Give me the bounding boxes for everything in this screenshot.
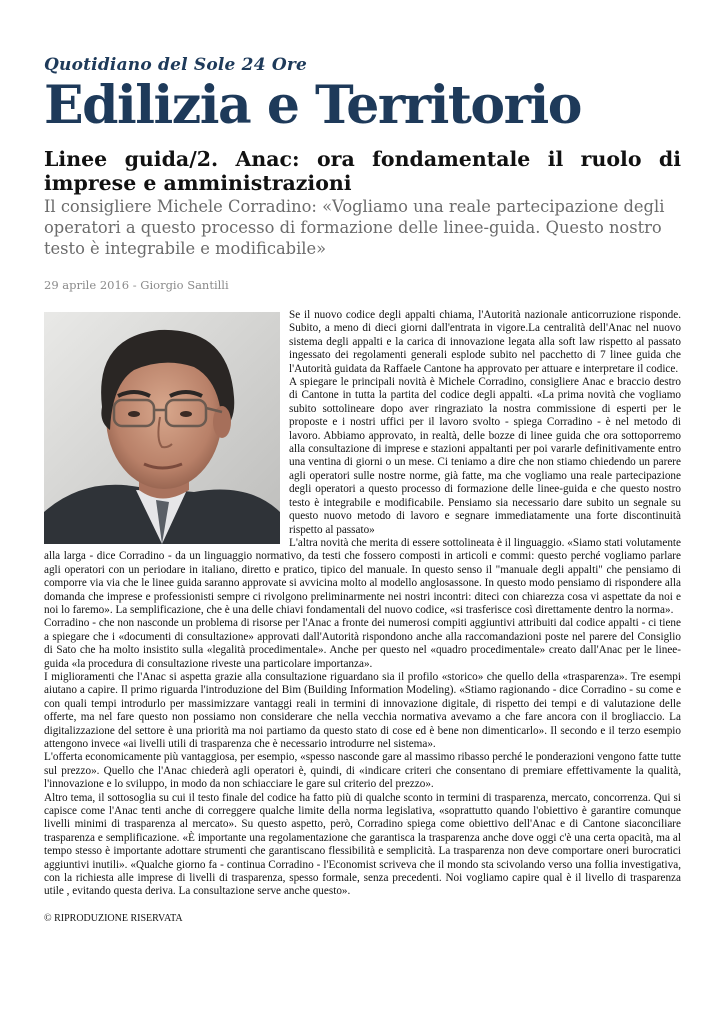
masthead-subtitle: Quotidiano del Sole 24 Ore [44, 55, 308, 75]
article-paragraph: Altro tema, il sottosoglia su cui il testo finale del codice ha fatto più di qualche sconto in termini di trasparenza, mercato, concorrenza. Qui si capisce come l'Anac tenti anche di correggere qualche limite della norma legislativa, «soprattutto quando l'obiettivo è garantire comunque livelli minimi di trasparenza al mercato». Su questo aspetto, però, Corradino spiega come obiettivo dell'Anac e di Cantone siaconciliare trasparenza e semplificazione. «È importante una regolamentazione che garantisca la trasparenza anche dove oggi c'è una certa opacità, ma al tempo stesso è importante adottare strumenti che garantiscano flessibilità e semplicità. La trasparenza non deve comportare oneri burocratici aggiuntivi inutili». «Qualche giorno fa - continua Corradino - l'Economist scriveva che il mondo sta scivolando verso una follia investigativa, con la richiesta alle imprese di livelli di trasparenza, spesso formale, senza precedenti. Noi vogliamo capire qual è il livello di trasparenza utile , evitando questa deriva. La consultazione serve anche questo». [44, 791, 681, 898]
article-paragraph: L'offerta economicamente più vantaggiosa, per esempio, «spesso nasconde gare al massimo ribasso perché le ponderazioni vengono fatte tutte sul prezzo». Quello che l'Anac chiederà agli operatori è, quindi, di «indicare criteri che consentano di premiare effettivamente la qualità, l'innovazione e lo sviluppo, in modo da non schiacciare le gare sul criterio del prezzo». [44, 751, 681, 791]
article-subhead: Il consigliere Michele Corradino: «Vogliamo una reale partecipazione degli operatori a questo processo di formazione delle linee-guida. Questo nostro testo è integrabile e modificabile» [44, 197, 665, 258]
article-paragraph: Se il nuovo codice degli appalti chiama, l'Autorità nazionale anticorruzione risponde. Subito, a meno di dieci giorni dall'entrata in vigore.La centralità dell'Anac nel nuovo sistema degli appalti e la carica di innovazione legata alla soft law rispetto al passato ingessato dei regolamenti generali esplode subito nel pacchetto di 7 linee guida che l'Autorità guidata da Raffaele Cantone ha approvato per attuare e interpretare il codice. [289, 309, 681, 375]
masthead-title: Edilizia e Territorio [44, 75, 581, 136]
portrait-photo [44, 312, 280, 544]
article-paragraph: L'altra novità che merita di essere sottolineata è il linguaggio. «Siamo stati volutamente alla larga - dice Corradino - da un linguaggio normativo, da testi che fossero composti in articoli e commi: questo perché vogliamo parlare agli operatori con un periodare in italiano, diretto e pratico, tipico del manuale. In questo senso il "manuale degli appalti" che pensiamo di comporre via via che le linee guida saranno approvate si avvicina molto al modello anglosassone. In questo modo pensiamo di rispondere alla domanda che imprese e professionisti sempre ci rivolgono preliminarmente nei nostri incontri: diteci con chiarezza cosa vi aspettate da noi e noi lo faremo». La semplificazione, che è una delle chiavi fondamentali del nuovo codice, «si trasferisce così direttamente dentro la norma». [44, 536, 681, 616]
portrait-image [44, 312, 280, 544]
article-headline: Linee guida/2. Anac: ora fondamentale il ruolo di imprese e amministrazioni [44, 147, 681, 195]
article-paragraph: A spiegare le principali novità è Michele Corradino, consigliere Anac e braccio destro di Cantone in tutta la partita del codice degli appalti. «La prima novità che vogliamo subito sottolineare dopo aver ringraziato la nostra commissione di esperti per le proposte e i nostri uffici per il lavoro svolto - spiega Corradino - è nel metodo di lavoro. Abbiamo approvato, in realtà, delle bozze di linee guida che ora sottoporremo alla consultazione di imprese e stazioni appaltanti per poi vararle definitivamente entro una ventina di giorni o un mese. Ci teniamo a dire che non stiamo chiedendo un parere agli operatori sulle nostre norme, già fatte, ma che vogliamo una reale partecipazione degli operatori a questo processo di formazione delle linee-guida e che questo nostro testo è integrabile e modificabile. Pensiamo sia necessario dare subito un segnale su questo nuovo metodo di lavoro e segnare immediatamente una forte discontinuità rispetto al passato» [289, 376, 681, 536]
page [44, 55, 681, 925]
article-paragraph: Corradino - che non nasconde un problema di risorse per l'Anac a fronte dei numerosi compiti aggiuntivi attribuiti dal codice appalti - ci tiene a spiegare che i «documenti di consultazione» approvati dall'Autorità rispondono anche alla raccomandazioni poste nel parere del Consiglio di Sato che ha molto insistito sulla «legalità procedimentale». Anche per questo nel «quadro procedimentale» creato dall'Anac per le linee-guida «la procedura di consultazione riveste una particolare importanza». [44, 617, 681, 670]
article-body [44, 309, 681, 899]
article-paragraph: I miglioramenti che l'Anac si aspetta grazie alla consultazione riguardano sia il profilo «storico» che quello della «trasparenza». Tre esempi aiutano a capire. Il primo riguarda l'introduzione del Bim (Building Information Modeling). «Stiamo ragionando - dice Corradino - su come e con quali tempi introdurlo per massimizzare vantaggi reali in termini di innovazione digitale, di rispetto dei tempi e di valutazione delle offerte, ma nel fare questo non possiamo non considerare che nella vecchia normativa avevamo a che fare ancora con il brogliaccio. La digitalizzazione del settore è una priorità ma noi partiamo da questo stato di cose ed è bene non dimenticarlo». Il secondo e il terzo esempio attengono invece «ai livelli utili di trasparenza che è necessario introdurre nel sistema». [44, 670, 681, 750]
copyright-notice: © RIPRODUZIONE RISERVATA [44, 912, 183, 924]
article-byline: 29 aprile 2016 - Giorgio Santilli [44, 278, 229, 292]
